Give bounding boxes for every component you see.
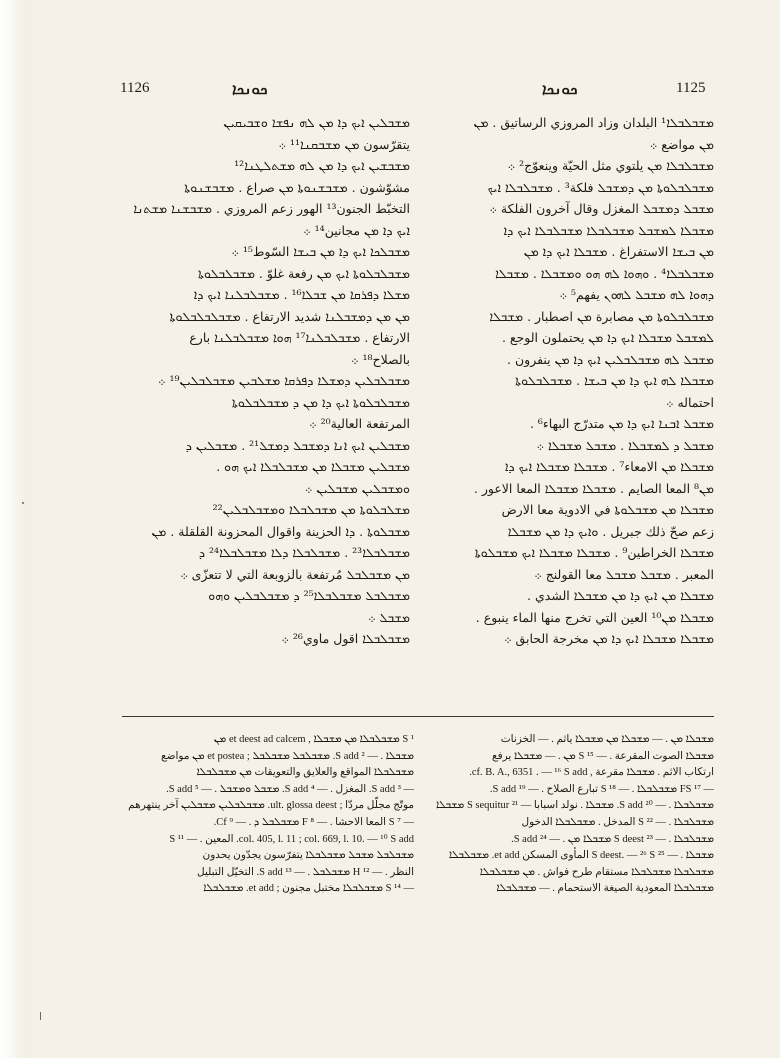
right-footnotes <box>432 732 714 898</box>
text-line: ܡܫܒܠܒܠ ܡܫܒܠܒܠܐ²⁵ ܕ ܡܫܒܠܒܠܝܢ ܘܗܘ <box>208 588 410 603</box>
text-line: ܡܫܒܠܘܬܐ . ܕܐ الحزينة واقوال المحزونة القلقلة . ܡܢ <box>151 523 410 539</box>
text-line: مشوّشون . ܡܫܒܫܢܘܬܐ ܡܢ صراع . ܡܫܒܫܢܘܬܐ <box>184 179 410 195</box>
text-line: ܡܫܒܠܒܠܐ ܡܢ يلتوي مثل الحيّة وينعوّج² ܀ <box>507 158 714 173</box>
footnote-line: ܡܫܒܠܒܠܐ المواقع والعلايق والتعويقات ܡܢ ܡܫܒܠܒܠܐ <box>196 767 414 779</box>
text-line: ܡܫܒܠܒܠܘܬܐ ܐܝܟ ܕܐ ܡܢ ܕ ܡܫܒܠܒܠܘܬܐ <box>231 394 410 410</box>
footnote-line: موتّج مجلّل مردّا ; ult. glossa deest. ܡܫܒܠܒܠܝܢ ܡܫܒܠܝܢ آخر ينتهرهم <box>128 800 414 812</box>
right-running-title: ܟܘܢܟܐ <box>542 80 578 98</box>
text-line: زعم صحّ ذلك جبريل . ܘܐܝܟ ܕܐ ܡܢ ܡܫܒܠܐ <box>507 523 714 539</box>
text-line: ܘܡܫܒܠܝܢ ܡܫܒܠܝܢ ܀ <box>304 480 410 496</box>
text-line: ܡܢ⁸ المعا الصايم . ܡܫܒܠܐ ܡܫܒܠܐ المعا الاعور . <box>473 480 714 496</box>
text-line: ܡܢ ܡܫܒܠܒܠ مُرتفعة بالزوبعة التي لا تتعزّى ܀ <box>180 566 410 582</box>
footnote-line: النظر . — ¹² H ܡܫܒܠܒܠ . — ¹³ S add. التخيّل التبليل <box>197 866 414 878</box>
footnote-line: ܡܫܒܠܒܠܐ . — ²⁰ S add. ܡܫܒܠܐ . نولد اسبابا — ²¹ S sequitur ܡܫܒܠܐ <box>436 800 714 812</box>
text-line: ܡܫܒܠܐ ܡܢ ܡܫܒܠܘܬܐ في الادوية معا الارض <box>501 502 714 517</box>
footnote-line: — ⁷ S المعا الاحشا . — ⁸ F ܡܫܒܠܒܠ ܕ . — ⁹ Cf. <box>213 816 414 828</box>
text-line: المرتفعة العالية²⁰ ܀ <box>309 416 410 431</box>
footnote-line: col. 405, l. 11 ; col. 669, l. 10. — ¹⁰ S add. المعين . — ¹¹ S <box>169 833 414 845</box>
text-line: ܡܫܒܠܐ ܡܫܒܠܐ ܐܝܟ ܕܐ ܡܢ مخرجة الحابق ܀ <box>504 631 714 646</box>
left-footnotes <box>122 732 414 898</box>
footnote-line: — ¹⁴ S ܡܫܒܠܒܠܐ مختبل مجنون ; et add. ܡܫܒܠܒܠܐ <box>203 883 414 895</box>
text-line: ܡܫܒܠܐ ܠܡܫܒܠ ܡܫܒܠܒܠܐ ܡܫܒܠܒܠܐ ܐܝܟ ܕܐ <box>503 222 714 238</box>
text-line: ܠܡܫܒܠ ܡܫܒܠܐ ܐܝܟ ܕܐ ܡܢ يحتملون الوجع . <box>501 330 714 345</box>
page-edge-shadow <box>0 0 36 1058</box>
text-line: احتماله ܀ <box>666 394 714 410</box>
text-line: ܡܫܒܫܝܢ ܐܝܟ ܕܐ ܡܢ ܠܗ ܡܫܬܠܛܢܐ¹² <box>234 158 410 173</box>
text-line: ܡܫܒܠܟܐ ܐܝܟ ܕܐ ܡܢ ܒܝܫܐ السّوط¹⁵ ܀ <box>231 244 410 259</box>
footnote-divider <box>122 716 714 717</box>
text-line: ܡܫܒܠ ܀ <box>368 609 410 625</box>
text-line: ܕܗܘܐ ܠܗ ܡܫܒܠ ܠܗܘܢ يفهم⁵ ܀ <box>559 287 714 302</box>
text-line: ܡܢ ܒܝܫܐ الاستفراغ . ܡܫܒܠܐ ܐܝܟ ܕܐ ܡܢ <box>523 244 714 259</box>
text-line: ܡܫܒܠܒܠܘܬܐ ܐܝܟ ܡܢ رفعة غلوّ . ܡܫܒܠܒܠܘܬܐ <box>197 265 410 281</box>
footnote-line: — ¹⁷ FS ܡܫܒܠܒܠܐ . — ¹⁸ S تبارع الصلاح . — ¹⁹ S add. <box>489 783 714 795</box>
text-line: ܡܢ مواضع ܀ <box>649 136 714 152</box>
text-line: المعبر . ܡܫܒܠ ܡܫܒܠ معا القولنج ܀ <box>534 566 714 582</box>
text-line: ܡܫܒܠ ܕܡܫܒܠ المغزل وقال آخرون الفلكة ܀ <box>489 201 714 216</box>
text-line: ܡܫܒܠܒܠܐ¹ البلدان وزاد المروزي الرساتيق . ܡܢ <box>473 115 714 130</box>
footnote-line: ܡܫܒܠܐ . — ²⁵ S deest. — ²⁶ S المأوى المسكن et add. ܡܫܒܠܒܠܐ <box>448 850 714 862</box>
left-running-title: ܟܘܢܟܐ <box>232 80 268 98</box>
footnote-line: ܡܫܒܠܐ ܡܢ . — ܡܫܒܠܐ ܡܢ ܡܫܒܠܐ ياثم . — الخزنات <box>500 734 714 745</box>
left-text-column <box>114 112 410 650</box>
text-line: ܡܫܒܠܒܠܘܬܐ ܡܢ مصابرة ܡܢ اصطبار . ܡܫܒܠܐ <box>489 308 714 324</box>
footnote-line: ܡܫܒܠܒܠܐ . — ²² S المدخل . ܡܫܒܠܒܠܐ الدخول <box>521 816 714 828</box>
footnote-line: ܡܫܒܠܒܠܐ ܡܫܒܠܒܠܐ مستقام طرح فواش . ܡܢ ܡܫܒܠܒܠܐ <box>479 866 714 878</box>
text-line: ܡܫܒܠ ܐܒܢܐ ܐܝܟ ܕܐ ܡܢ متدرّج البهاء⁶ . <box>529 416 714 431</box>
footnote-line: ارتكاب الاثم . ܡܫܒܠܐ مقرعة , cf. B. A., 6351 . — ¹⁶ S add. <box>469 767 714 779</box>
text-line: ܡܫܠܒܠܘܬܐ ܡܢ ܡܫܒܠܒܠܐ ܘܡܫܒܠܒܠܝܢ²² <box>212 502 410 517</box>
right-page-number: 1125 <box>676 80 706 96</box>
text-line: ܡܫܒܠܝܢ ܐܝܟ ܐܢܐ ܕܡܫܒܠ ܕܡܫܠ²¹ . ܡܫܒܠܝܢ ܕ <box>185 437 410 453</box>
text-line: ܡܫܒܠ ܠܗ ܡܫܒܠܒܠܝܢ ܐܝܟ ܕܐ ܡܢ ينفرون . <box>507 351 714 367</box>
text-line: ܡܫܒܠܝܢ ܡܫܒܠܐ ܡܢ ܡܫܒܠܒܠܐ ܐܝܟ ܗܘ . <box>216 459 410 474</box>
text-line: ܡܫܒܠܒܠܐ اقول ماوي²⁶ ܀ <box>281 631 410 646</box>
footnote-line: ܡܫܒܠܐ الصوت المقرعة . — ¹⁵ S ܡܢ . — ܡܫܒܠܐ يرفع <box>492 750 714 762</box>
right-text-column <box>430 112 714 650</box>
text-line: ܡܫܒܠܒܠܝܢ ܕܡܫܠܐ ܕܦܪܩܐ ܡܫܠܒܝܢ ܡܫܒܠܒܠܝܢ¹⁹ ܀ <box>158 373 410 388</box>
text-line: ܡܫܠܐ ܕܦܪܩܐ ܡܢ ܫܒܠܐ¹⁶ . ܡܫܒܠܒܠܢܐ ܐܝܟ ܕܐ <box>193 287 410 302</box>
text-line: ܐܝܟ ܕܐ ܡܢ مجانين¹⁴ ܀ <box>303 222 410 238</box>
footnote-line: ¹ S ܡܫܒܠܒܠܐ ܡܢ ܡܫܒܠܐ , et deest ad calcem ܡܢ <box>213 734 414 745</box>
text-line: يتقرّسون ܡܢ ܡܫܒܩܢܐ¹¹ ܀ <box>278 136 410 152</box>
text-line: ܡܫܒܠܐ ܡܢ¹⁰ العين التي تخرج منها الماء ينبوع . <box>475 609 714 625</box>
text-line: ܡܫܒܠܐ ܠܗ ܐܝܟ ܕܐ ܡܢ ܒܝܫܐ . ܡܫܒܠܒܠܘܬܐ <box>515 373 714 388</box>
text-line: ܡܫܒܠ ܕ ܠܡܫܒܠܐ . ܡܫܒܠ ܡܫܒܠܐ ܀ <box>536 437 714 453</box>
text-line: بالصلاح¹⁸ ܀ <box>351 351 410 367</box>
text-line: الارتفاع . ܡܫܒܠܒܠܢܐ¹⁷ ܗܘܐ ܡܫܒܠܒܠܢܐ بارع <box>189 330 410 345</box>
footnote-line: ܡܫܒܠܒܠ ܡܫܒܠ ܡܫܒܠܒܠܐ يتفرّسون يجدّون يحدون <box>202 850 414 862</box>
text-line: ܡܫܒܠܒܠܐ⁴ . ܘܗܘܐ ܠܗ ܗܘ ܘܡܫܒܠܐ . ܡܫܒܠܐ <box>495 265 714 281</box>
paper-speck <box>40 1012 41 1020</box>
text-line: ܡܫܒܠܐ الخراطين⁹ . ܡܫܒܠܐ ܡܫܒܠܐ ܐܝܟ ܡܫܒܠܘܬܐ <box>474 545 714 560</box>
footnote-line: ܡܫܒܠܒܠܐ . — ²³ S deest ܡܫܒܠܐ ܡܢ . — ²⁴ S add. <box>511 833 714 845</box>
text-line: التخبّط الجنون¹³ الهور زعم المروزي . ܡܫܒܫܢܐ ܡܫܬܢܐ <box>133 201 410 216</box>
text-line: ܡܫܒܠܒܠܐ²³ . ܡܫܒܠܒܠܐ ܕܠܐ ܡܫܒܠܒܠܐ²⁴ ܕ <box>198 545 410 560</box>
text-line: ܡܫܒܠܐ ܡܢ الامعاء⁷ . ܡܫܒܠܐ ܡܫܒܠܐ ܐܝܟ ܕܐ <box>505 459 714 474</box>
footnote-line: ܡܫܒܠܒܠܐ المعودية الصيغة الاستحمام . — ܡܫܒܠܒܠܐ <box>496 883 714 895</box>
footnote-line: — ³ S add. المغزل . — ⁴ S add. ܡܫܒܠ ܘܡܫܒܠ . — ⁵ S add. <box>166 783 414 795</box>
paper-speck <box>22 502 24 504</box>
left-page-number: 1126 <box>120 80 150 96</box>
text-line: ܡܫܒܠܐ ܡܢ ܐܝܟ ܕܐ ܡܢ ܡܫܒܠܐ الشدي . <box>527 588 714 603</box>
text-line: ܡܫܒܠܒܠܘܬܐ ܡܢ ܕܡܫܒܠ فلكة³ . ܡܫܒܠܒܠܐ ܐܝܟ <box>487 179 714 195</box>
text-line: ܡܢ ܡܢ ܕܡܫܒܠܢܐ شديد الارتفاع . ܡܫܒܠܒܠܒܠܘܬܐ <box>169 308 410 324</box>
footnote-line: ܡܫܒܠܐ . — ² S add. ܡܫܒܠܒܠ ܡܫܒܠܒܠ ; et postea ܡܢ مواضع <box>160 750 414 762</box>
text-line: ܡܫܒܠܝܢ ܐܝܟ ܕܐ ܡܢ ܠܗ ܢܦܫܐ ܘܫܒܝܩܝܢ <box>223 115 410 130</box>
